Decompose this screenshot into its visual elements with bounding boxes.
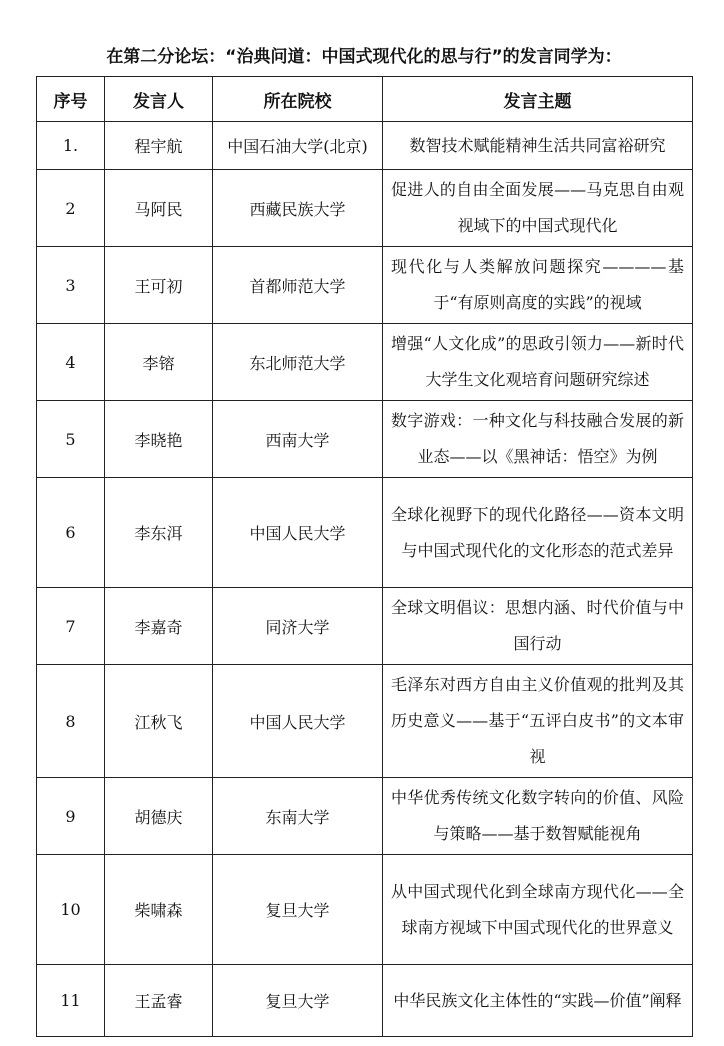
row-school: 复旦大学 [213, 855, 383, 965]
row-speaker: 王孟睿 [105, 965, 213, 1037]
row-number: 6 [37, 478, 105, 588]
row-school: 西南大学 [213, 401, 383, 478]
header-topic: 发言主题 [383, 77, 693, 122]
row-school: 西藏民族大学 [213, 170, 383, 247]
header-school: 所在院校 [213, 77, 383, 122]
row-number: 1. [37, 122, 105, 170]
row-number: 3 [37, 247, 105, 324]
row-topic: 全球文明倡议：思想内涵、时代价值与中国行动 [383, 588, 693, 665]
row-school: 中国人民大学 [213, 665, 383, 778]
table-row [37, 401, 693, 478]
row-topic: 现代化与人类解放问题探究————基于“有原则高度的实践”的视域 [383, 247, 693, 324]
row-school: 同济大学 [213, 588, 383, 665]
row-school: 复旦大学 [213, 965, 383, 1037]
row-topic: 数智技术赋能精神生活共同富裕研究 [383, 122, 693, 170]
row-school: 东北师范大学 [213, 324, 383, 401]
row-speaker: 江秋飞 [105, 665, 213, 778]
row-number: 7 [37, 588, 105, 665]
table-row [37, 170, 693, 247]
row-topic: 全球化视野下的现代化路径——资本文明与中国式现代化的文化形态的范式差异 [383, 478, 693, 588]
header-speaker: 发言人 [105, 77, 213, 122]
row-speaker: 王可初 [105, 247, 213, 324]
row-number: 9 [37, 778, 105, 855]
row-number: 5 [37, 401, 105, 478]
table-row [37, 855, 693, 965]
table-header-row [37, 77, 693, 122]
row-speaker: 柴啸森 [105, 855, 213, 965]
row-topic: 增强“人文化成”的思政引领力——新时代大学生文化观培育问题研究综述 [383, 324, 693, 401]
table-row [37, 247, 693, 324]
row-number: 4 [37, 324, 105, 401]
row-number: 8 [37, 665, 105, 778]
row-topic: 中华民族文化主体性的“实践—价值”阐释 [383, 965, 693, 1037]
row-speaker: 李晓艳 [105, 401, 213, 478]
table-row [37, 965, 693, 1037]
row-speaker: 李镕 [105, 324, 213, 401]
row-topic: 从中国式现代化到全球南方现代化——全球南方视域下中国式现代化的世界意义 [383, 855, 693, 965]
row-topic: 毛泽东对西方自由主义价值观的批判及其历史意义——基于“五评白皮书”的文本审视 [383, 665, 693, 778]
row-school: 中国人民大学 [213, 478, 383, 588]
row-speaker: 胡德庆 [105, 778, 213, 855]
row-speaker: 马阿民 [105, 170, 213, 247]
row-speaker: 程宇航 [105, 122, 213, 170]
row-school: 东南大学 [213, 778, 383, 855]
page-title: 在第二分论坛：“治典问道：中国式现代化的思与行”的发言同学为： [106, 47, 622, 67]
header-number: 序号 [37, 77, 105, 122]
table-row [37, 665, 693, 778]
speaker-table [36, 76, 693, 1037]
table-row [37, 324, 693, 401]
row-topic: 数字游戏：一种文化与科技融合发展的新业态——以《黑神话：悟空》为例 [383, 401, 693, 478]
row-school: 中国石油大学(北京) [213, 122, 383, 170]
table-row [37, 478, 693, 588]
row-speaker: 李嘉奇 [105, 588, 213, 665]
table-row [37, 778, 693, 855]
row-number: 11 [37, 965, 105, 1037]
table-row [37, 588, 693, 665]
row-school: 首都师范大学 [213, 247, 383, 324]
row-number: 2 [37, 170, 105, 247]
table-row [37, 122, 693, 170]
row-speaker: 李东洱 [105, 478, 213, 588]
row-topic: 促进人的自由全面发展——马克思自由观视域下的中国式现代化 [383, 170, 693, 247]
row-topic: 中华优秀传统文化数字转向的价值、风险与策略——基于数智赋能视角 [383, 778, 693, 855]
row-number: 10 [37, 855, 105, 965]
